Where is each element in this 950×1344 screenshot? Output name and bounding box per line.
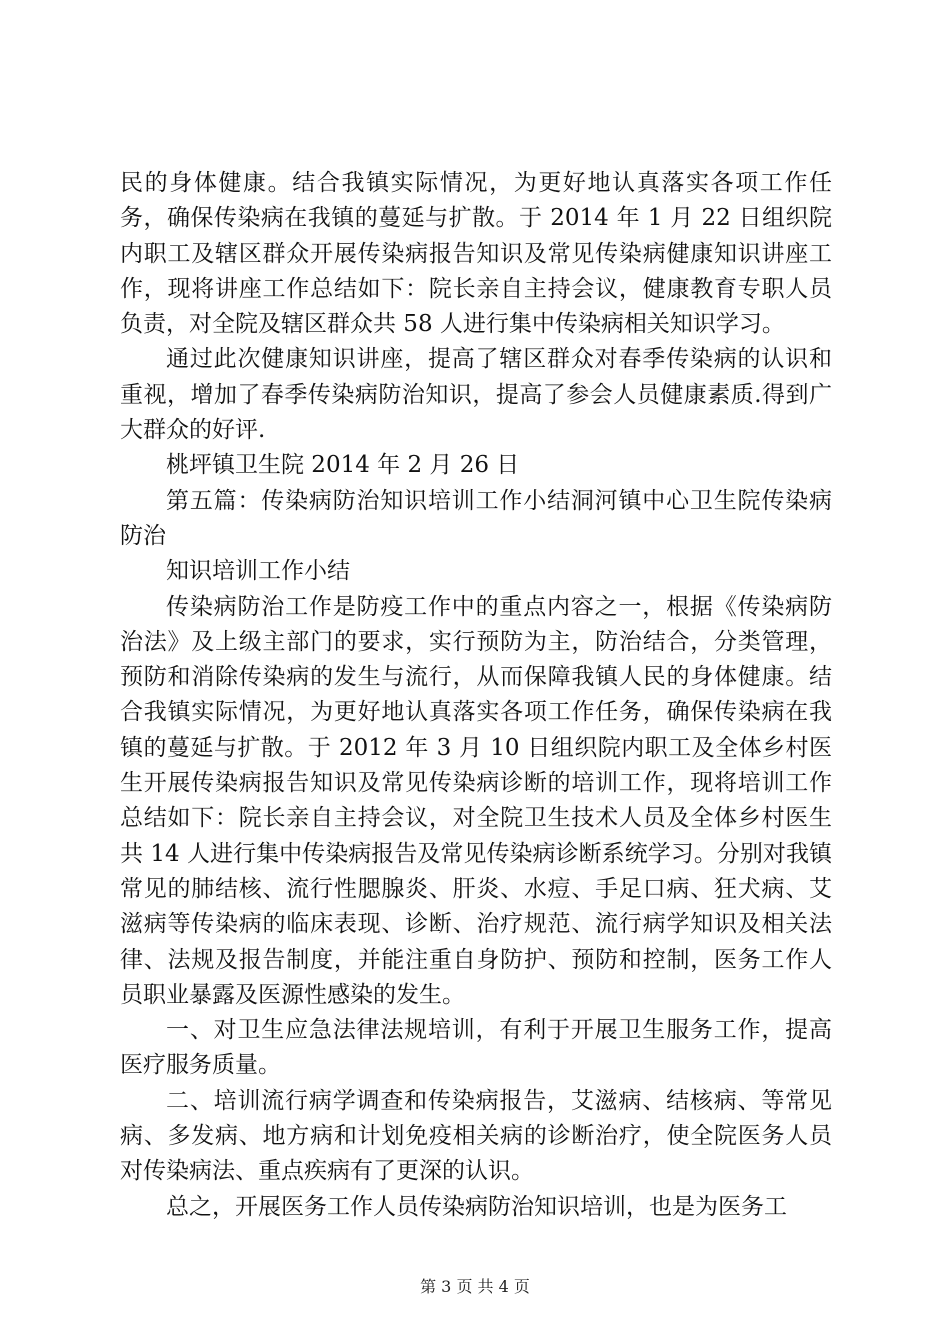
page-footer: 第 3 页 共 4 页 — [420, 1277, 530, 1296]
paragraph: 总之，开展医务工作人员传染病防治知识培训，也是为医务工 — [166, 1193, 787, 1220]
paragraph: 二、培训流行病学调查和传染病报告，艾滋病、结核病、等常见病、多发病、地方病和计划免疫相关病的诊断治疗，使全院医务人员对传染病法、重点疾病有了更深的认识。 — [120, 1087, 832, 1185]
paragraph: 桃坪镇卫生院 2014 年 2 月 26 日 — [166, 452, 520, 479]
document-body — [120, 166, 832, 1225]
paragraph: 第五篇：传染病防治知识培训工作小结洞河镇中心卫生院传染病防治 — [120, 487, 832, 549]
paragraph: 民的身体健康。结合我镇实际情况，为更好地认真落实各项工作任务，确保传染病在我镇的蔓延与扩散。于 2014 年 1 月 22 日组织院内职工及辖区群众开展传染病报告知识及常见传染病健康知识讲座工作，现将讲座工作总结如下：院长亲自主持会议，健康教育专职人员负责，对全院及辖区群众共 58 人进行集中传染病相关知识学习。 — [120, 170, 832, 338]
paragraph: 知识培训工作小结 — [166, 558, 350, 585]
paragraph: 通过此次健康知识讲座，提高了辖区群众对春季传染病的认识和重视，增加了春季传染病防治知识，提高了参会人员健康素质.得到广大群众的好评. — [120, 346, 832, 444]
paragraph: 一、对卫生应急法律法规培训，有利于开展卫生服务工作，提高医疗服务质量。 — [120, 1017, 832, 1079]
paragraph: 传染病防治工作是防疫工作中的重点内容之一，根据《传染病防治法》及上级主部门的要求，实行预防为主，防治结合，分类管理，预防和消除传染病的发生与流行，从而保障我镇人民的身体健康。结合我镇实际情况，为更好地认真落实各项工作任务，确保传染病在我镇的蔓延与扩散。于 2012 年 3 月 10 日组织院内职工及全体乡村医生开展传染病报告知识及常见传染病诊断的培训工作，现将培训工作总结如下：院长亲自主持会议，对全院卫生技术人员及全体乡村医生共 14 人进行集中传染病报告及常见传染病诊断系统学习。分别对我镇常见的肺结核、流行性腮腺炎、肝炎、水痘、手足口病、狂犬病、艾滋病等传染病的临床表现、诊断、治疗规范、流行病学知识及相关法律、法规及报告制度，并能注重自身防护、预防和控制，医务工作人员职业暴露及医源性感染的发生。 — [120, 593, 832, 1008]
